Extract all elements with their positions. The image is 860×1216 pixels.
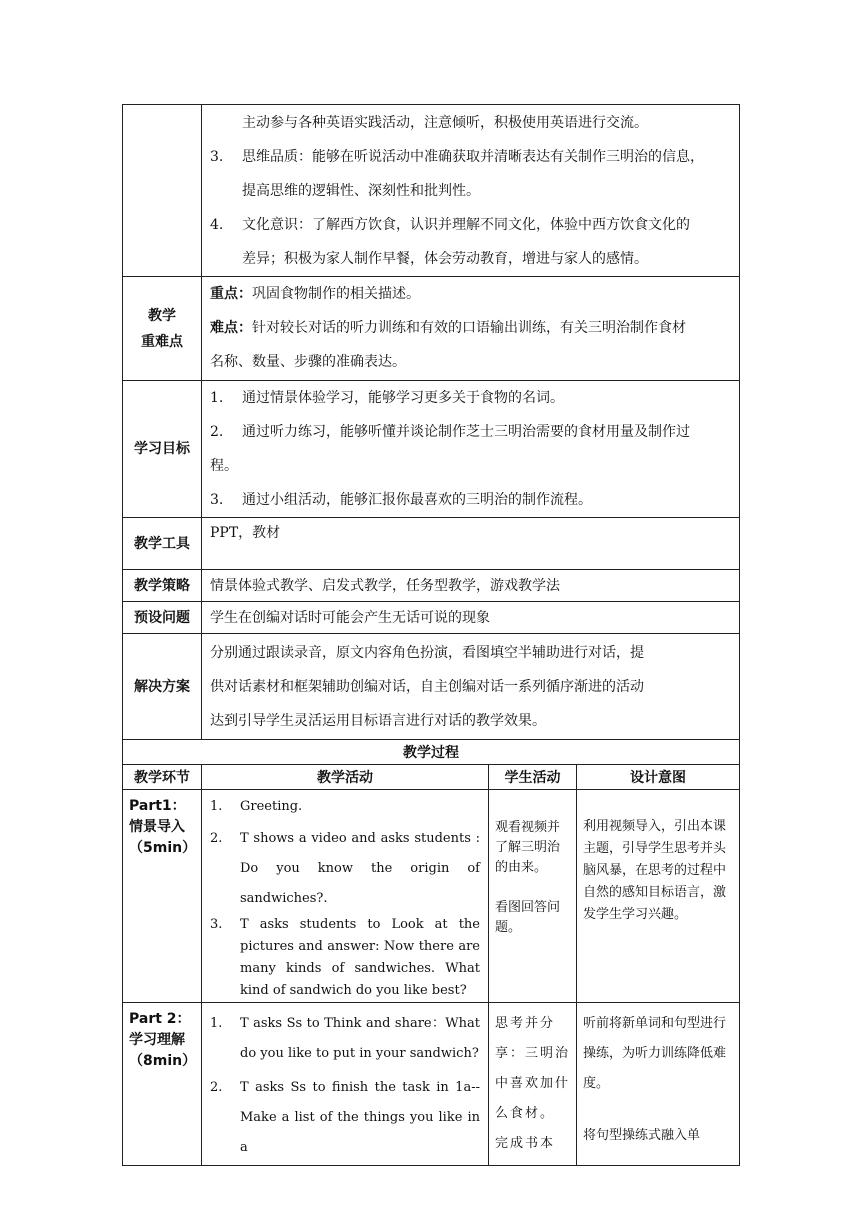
- header-teacher-activity: 教学活动: [202, 765, 489, 790]
- solution-row: [123, 634, 740, 740]
- part1-design-intent: 利用视频导入，引出本课主题，引导学生思考并头脑风暴，在思考的过程中自然的感知目标语言，激发学生学习兴趣。: [577, 790, 740, 1003]
- tools-content: PPT，教材: [202, 518, 740, 570]
- key-points-row: [123, 277, 740, 381]
- solution-label: 解决方案: [123, 634, 202, 740]
- header-student-activity: 学生活动: [489, 765, 577, 790]
- focus-text: 巩固食物制作的相关描述。: [252, 286, 420, 302]
- solution-content: 分别通过跟读录音，原文内容角色扮演，看图填空半辅助进行对话，提 供对话素材和框架辅助创编对话，自主创编对话一系列循序渐进的活动 达到引导学生灵活运用目标语言进行对话的教学效果。: [202, 634, 740, 740]
- tools-row: [123, 518, 740, 570]
- part1-student-activity: 观看视频并了解三明治的由来。 看图回答问题。: [489, 790, 577, 1003]
- objective-item: 4. 文化意识：了解西方饮食，认识并理解不同文化，体验中西方饮食文化的: [210, 217, 690, 233]
- goals-content: [202, 381, 740, 518]
- activity-item: 2. T shows a video and asks students : Do you know the origin of sandwiches?.: [210, 831, 480, 906]
- focus-label: 重点：: [210, 286, 252, 302]
- difficulty-text: 针对较长对话的听力训练和有效的口语输出训练，有关三明治制作食材: [252, 320, 686, 336]
- lesson-plan-table: [122, 104, 740, 1166]
- difficulty-text-cont: 名称、数量、步骤的准确表达。: [210, 354, 406, 370]
- process-header-row: [123, 765, 740, 790]
- process-title: 教学过程: [123, 740, 740, 765]
- objectives-content: [202, 105, 740, 277]
- objective-line: 提高思维的逻辑性、深刻性和批判性。: [242, 183, 480, 199]
- goal-item: 1. 通过情景体验学习，能够学习更多关于食物的名词。: [210, 390, 564, 406]
- objectives-row: [123, 105, 740, 277]
- objective-item: 3. 思维品质：能够在听说活动中准确获取并清晰表达有关制作三明治的信息，: [210, 149, 704, 165]
- part2-phase: Part 2： 学习理解 （8min）: [123, 1003, 202, 1166]
- tools-label: 教学工具: [123, 518, 202, 570]
- goals-label: 学习目标: [123, 381, 202, 518]
- activity-item: 3. T asks students to Look at the pictures and answer: Now there are many kinds of sandwiches. What kind of sandwich do you like best?: [210, 917, 480, 998]
- process-title-row: [123, 740, 740, 765]
- part2-student-activity: 思考并分享：三明治中喜欢加什么食材。 完成书本: [489, 1003, 577, 1166]
- goal-item: 3. 通过小组活动，能够汇报你最喜欢的三明治的制作流程。: [210, 492, 592, 508]
- key-points-label: 教学 重难点: [123, 277, 202, 381]
- key-points-content: [202, 277, 740, 381]
- goal-item: 2. 通过听力练习，能够听懂并谈论制作芝士三明治需要的食材用量及制作过: [210, 424, 690, 440]
- objectives-label-cell: [123, 105, 202, 277]
- part2-teacher-activity: [202, 1003, 489, 1166]
- header-design-intent: 设计意图: [577, 765, 740, 790]
- strategy-label: 教学策略: [123, 570, 202, 602]
- part1-row: [123, 790, 740, 1003]
- problem-row: [123, 602, 740, 634]
- objective-line: 主动参与各种英语实践活动，注意倾听，积极使用英语进行交流。: [242, 115, 648, 131]
- part1-phase: Part1： 情景导入 （5min）: [123, 790, 202, 1003]
- part2-design-intent: 听前将新单词和句型进行操练，为听力训练降低难度。 将句型操练式融入单: [577, 1003, 740, 1166]
- strategy-row: [123, 570, 740, 602]
- objective-line: 差异；积极为家人制作早餐，体会劳动教育，增进与家人的感情。: [242, 251, 648, 267]
- part1-teacher-activity: [202, 790, 489, 1003]
- strategy-content: 情景体验式教学、启发式教学，任务型教学，游戏教学法: [202, 570, 740, 602]
- difficulty-label: 难点：: [210, 320, 252, 336]
- part2-row: [123, 1003, 740, 1166]
- goals-row: [123, 381, 740, 518]
- goal-text-cont: 程。: [210, 458, 238, 474]
- header-phase: 教学环节: [123, 765, 202, 790]
- activity-item: 1. T asks Ss to Think and share：What do you like to put in your sandwich?: [210, 1016, 480, 1061]
- activity-item: 1. Greeting.: [210, 799, 303, 814]
- problem-content: 学生在创编对话时可能会产生无话可说的现象: [202, 602, 740, 634]
- activity-item: 2. T asks Ss to finish the task in 1a-- Make a list of the things you like in a: [210, 1080, 480, 1155]
- problem-label: 预设问题: [123, 602, 202, 634]
